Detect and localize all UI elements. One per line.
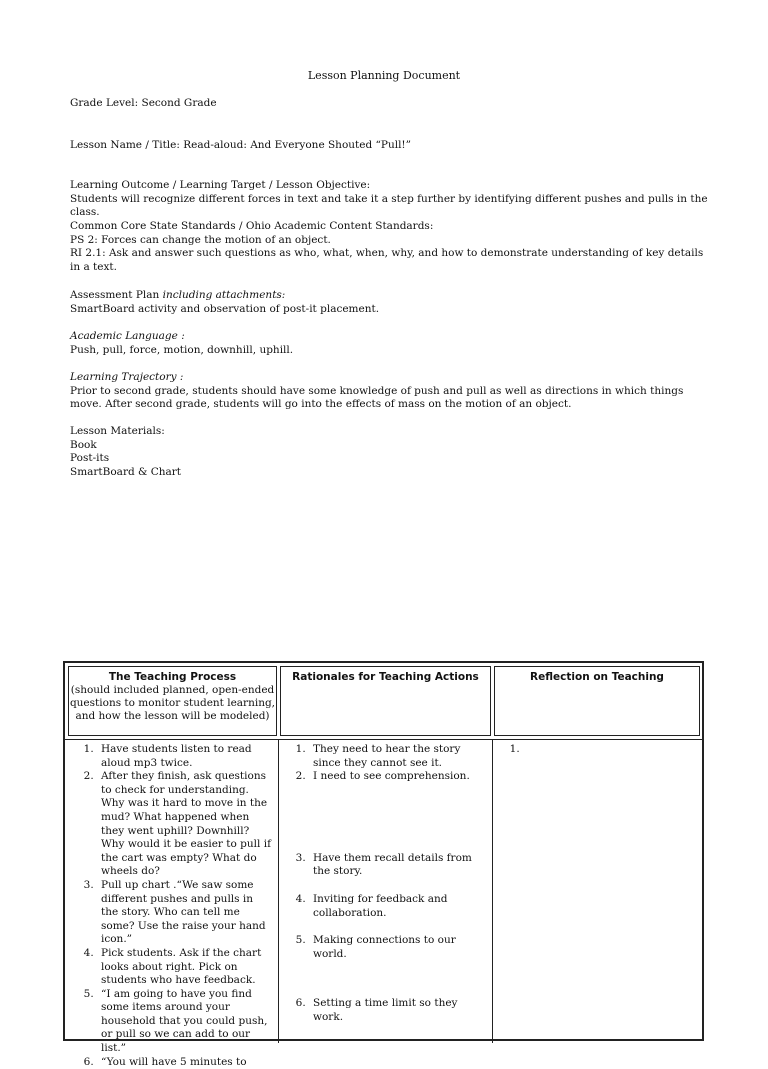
header-teaching-process-subtitle: (should included planned, open-ended questions to monitor student learning, and how the lesson will be modeled) — [69, 684, 276, 722]
standards-section — [70, 220, 710, 274]
list-item: 4. Inviting for feedback and collaboration. — [309, 893, 488, 920]
teaching-table — [63, 661, 704, 1068]
rationale-column — [283, 743, 488, 1025]
academic-language-label: Academic Language : — [70, 330, 185, 342]
learning-outcome-text: Students will recognize different forces in text and take it a step further by identifying different pushes and pulls in the class. — [70, 192, 708, 219]
assessment-text: SmartBoard activity and observation of post-it placement. — [70, 302, 380, 315]
teaching-process-list — [71, 743, 271, 1069]
material-item: SmartBoard & Chart — [70, 465, 182, 478]
header-teaching-process — [68, 666, 277, 736]
list-item: 1. Have students listen to read aloud mp3 twice. — [97, 743, 271, 770]
teaching-process-column — [71, 743, 271, 1069]
learning-outcome-section — [70, 179, 710, 220]
learning-trajectory-text: Prior to second grade, students should have some knowledge of push and pull as well as directions in which things move. After second grade, students will go into the effects of mass on the motion of an object. — [70, 384, 684, 411]
materials-section — [70, 425, 710, 479]
assessment-label-italic: including attachments: — [159, 289, 286, 301]
column-divider — [492, 739, 493, 1043]
column-divider — [278, 739, 279, 1043]
list-item: 1. They need to hear the story since they cannot see it. — [309, 743, 488, 770]
header-reflection — [494, 666, 700, 736]
assessment-label-line — [70, 289, 710, 303]
lesson-name: Lesson Name / Title: Read-aloud: And Everyone Shouted “Pull!” — [70, 139, 412, 151]
learning-outcome-label: Learning Outcome / Learning Target / Lesson Objective: — [70, 179, 371, 191]
academic-language-section — [70, 330, 710, 357]
document-title: Lesson Planning Document — [307, 69, 461, 82]
assessment-label: Assessment Plan — [70, 289, 160, 301]
material-item: Post-its — [70, 452, 110, 465]
reflection-column — [497, 743, 697, 757]
list-item: 2. After they finish, ask questions to check for understanding. Why was it hard to move in the mud? What happened when they went uphill? Downhill? Why would it be easier to pull if the cart was empty? What do wheels do? — [97, 770, 271, 879]
header-rationales — [280, 666, 491, 736]
reflection-list — [497, 743, 697, 757]
table-header-row — [65, 663, 702, 739]
list-item: 3. Have them recall details from the story. — [309, 852, 488, 879]
list-item[interactable] — [523, 743, 697, 757]
rationale-list — [283, 743, 488, 1025]
academic-language-text: Push, pull, force, motion, downhill, uphill. — [70, 343, 294, 356]
material-item: Book — [70, 438, 97, 451]
table-divider — [65, 739, 702, 740]
header-teaching-process-title: The Teaching Process — [108, 671, 237, 683]
list-item: 5. Making connections to our world. — [309, 934, 488, 961]
learning-trajectory-section — [70, 371, 710, 412]
standards-label: Common Core State Standards / Ohio Academic Content Standards: — [70, 220, 434, 232]
list-item: 4. Pick students. Ask if the chart looks about right. Pick on students who have feedback. — [97, 947, 271, 988]
lesson-name-section — [70, 139, 710, 153]
grade-level: Grade Level: Second Grade — [70, 97, 217, 109]
list-item: 2. I need to see comprehension. — [309, 770, 488, 784]
grade-level-section — [70, 97, 710, 111]
list-item: 3. Pull up chart .“We saw some different pushes and pulls in the story. Who can tell me some? Use the raise your hand icon.” — [97, 879, 271, 947]
standard-ri21: RI 2.1: Ask and answer such questions as who, what, when, why, and how to demonstrate understanding of key details in a text. — [70, 247, 704, 273]
standard-ps2: PS 2: Forces can change the motion of an object. — [70, 233, 331, 246]
list-item: 6. Setting a time limit so they work. — [309, 997, 488, 1024]
header-rationales-title: Rationales for Teaching Actions — [292, 671, 479, 683]
header-reflection-title: Reflection on Teaching — [530, 671, 664, 683]
list-item: 6. “You will have 5 minutes to — [97, 1056, 271, 1069]
assessment-section — [70, 289, 710, 316]
list-item: 5. “I am going to have you find some items around your household that you could push, or pull so we can add to our list.” — [97, 988, 271, 1056]
materials-label: Lesson Materials: — [70, 425, 165, 437]
learning-trajectory-label: Learning Trajectory : — [70, 371, 184, 383]
